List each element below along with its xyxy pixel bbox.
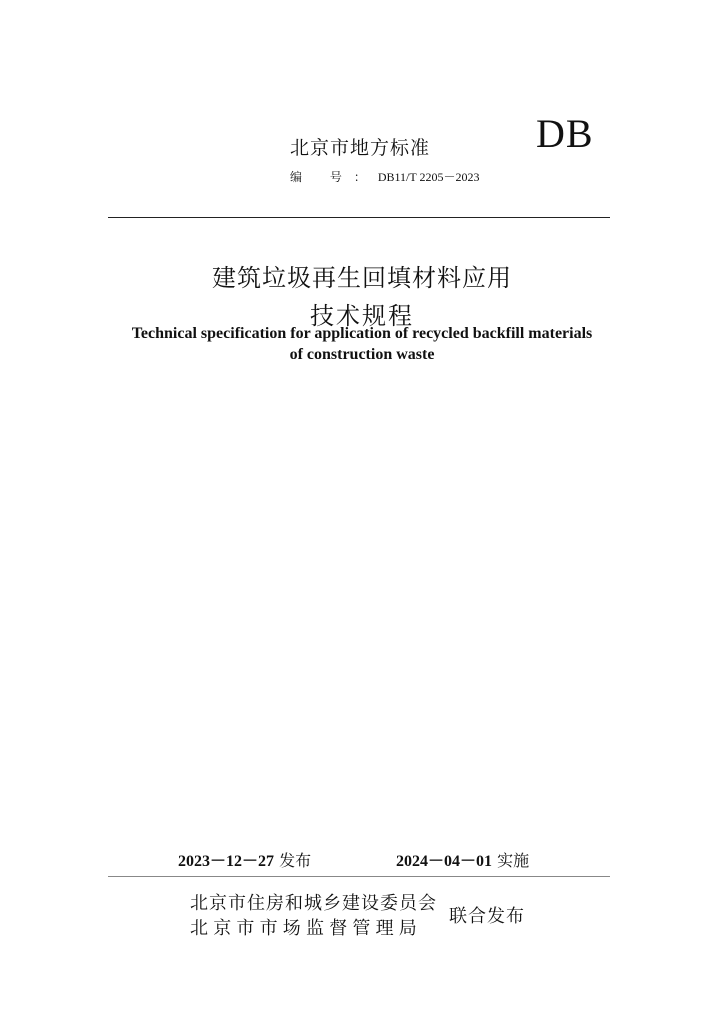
title-chinese-line-2: 技术规程 [310,302,414,330]
bottom-divider [108,876,610,877]
issue-date-value: 2023－12－27 [178,853,275,870]
issue-date [178,848,311,871]
implementation-date [396,848,529,871]
title-chinese-line-1: 建筑垃圾再生回填材料应用 [212,264,512,292]
implementation-date-value: 2024－04－01 [396,853,493,870]
standard-code-line [290,168,480,185]
title-english-line-2: of construction waste [289,346,435,363]
top-divider [108,217,610,218]
issuer-line-2: 北京市市场监督管理局 [190,918,422,939]
standard-code-label: 编 号： [290,170,378,184]
standard-type-label: 北京市地方标准 [290,137,431,159]
standard-code-value: DB11/T 2205－2023 [377,170,480,184]
joint-issue-label: 联合发布 [449,906,525,927]
issue-date-label: 发布 [279,851,312,870]
title-english-line-1: Technical specification for application of recycled backfill materials [131,325,593,342]
db-logo: DB [536,111,594,156]
issuer-line-1: 北京市住房和城乡建设委员会 [190,893,437,914]
implementation-date-label: 实施 [497,851,530,870]
